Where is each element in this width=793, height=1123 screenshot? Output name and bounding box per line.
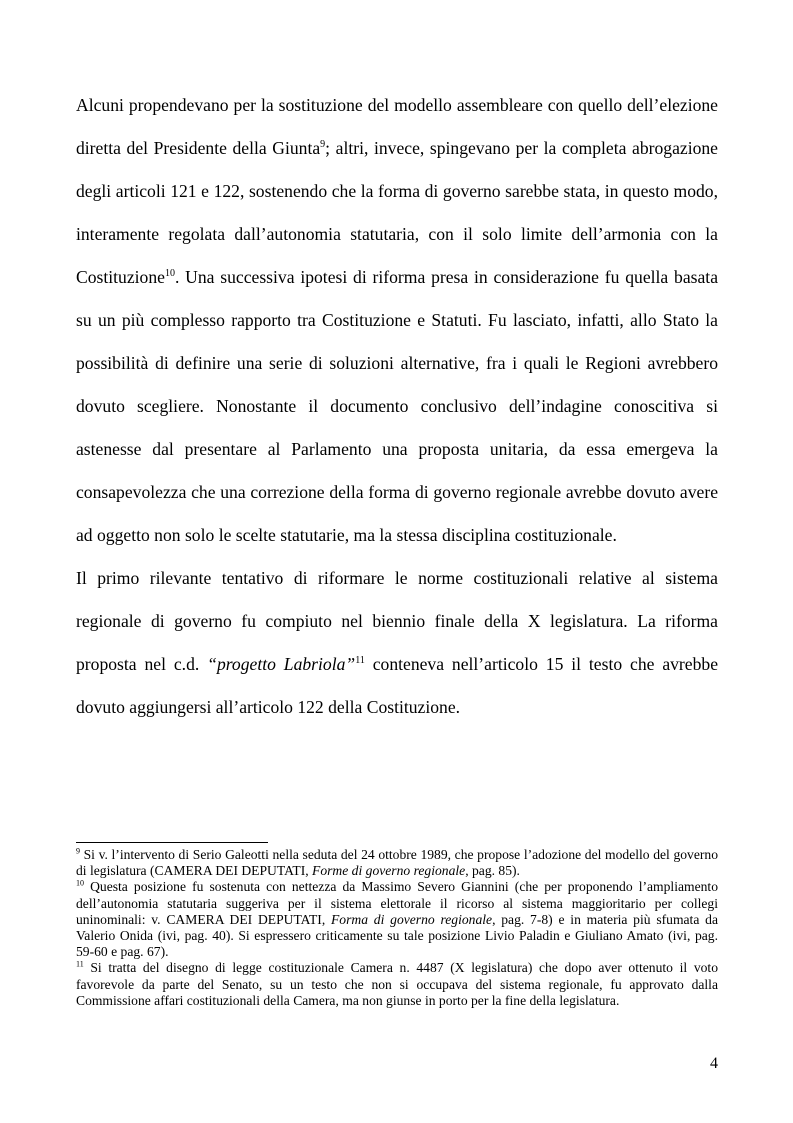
footnote-italic: Forma di governo regionale: [331, 911, 493, 927]
footnote-ref-10: 10: [164, 268, 175, 280]
footnote-text: , pag. 85).: [465, 863, 520, 879]
footnote-number: 10: [76, 878, 84, 888]
footnote-number: 11: [76, 959, 84, 969]
project-name-italic: “progetto Labriola”: [207, 654, 356, 674]
footnote-ref-11: 11: [355, 655, 365, 667]
footnote-text: Si tratta del disegno di legge costituzionale Camera n. 4487 (X legislatura) che dopo aver ottenuto il voto favorevole da parte del Senato, su un testo che non si occupava del sistema regionale, fu approvato dalla Commissione affari costituzionali della Camera, ma non giunse in porto per la fine della legislatura.: [76, 960, 718, 1008]
footnote-italic: Forme di governo regionale: [312, 863, 466, 879]
paragraph-1: [76, 84, 718, 557]
paragraph-1-part-1: Alcuni propendevano per la sostituzione del modello assembleare con quello dell’elezione diretta del Presidente della Giunta: [76, 95, 718, 158]
paragraph-1-part-3: . Una successiva ipotesi di riforma presa in considerazione fu quella basata su un più complesso rapporto tra Costituzione e Statuti. Fu lasciato, infatti, allo Stato la possibilità di definire una serie di soluzioni alternative, fra i quali le Regioni avrebbero dovuto scegliere. Nonostante il documento conclusivo dell’indagine conoscitiva si astenesse dal presentare al Parlamento una proposta unitaria, da essa emergeva la consapevolezza che una correzione della forma di governo regionale avrebbe dovuto avere ad oggetto non solo le scelte statutarie, ma la stessa disciplina costituzionale.: [76, 267, 718, 545]
footnote-ref-9: 9: [320, 139, 326, 151]
footnote-separator: [76, 842, 268, 843]
paragraph-2: [76, 557, 718, 729]
paragraph-2-part-1: Il primo rilevante tentativo di riformare le norme costituzionali relative al sistema regionale di governo fu compiuto nel biennio finale della X legislatura. La riforma proposta nel c.d.: [76, 568, 718, 674]
footnote-number: 9: [76, 846, 80, 856]
paragraph-2-part-2: conteneva nell’articolo 15 il testo che avrebbe dovuto aggiungersi all’articolo 122 della Costituzione.: [76, 654, 719, 717]
footnote-11: [76, 960, 718, 1009]
body-text: [76, 84, 718, 729]
footnote-text: Questa posizione fu sostenuta con nettezza da Massimo Severo Giannini (che per proponendo l’ampliamento dell’autonomia statutaria suggeriva per il sistema elettorale il ricorso al sistema maggioritario per collegi uninominali: v. CAMERA DEI DEPUTATI,: [76, 879, 718, 927]
footnote-10: [76, 879, 718, 960]
footnote-text: , pag. 7-8) e in materia più sfumata da Valerio Onida (ivi, pag. 40). Si espressero criticamente su tale posizione Livio Paladin e Giuliano Amato (ivi, pag. 59-60 e pag. 67).: [76, 911, 718, 960]
footnote-text: Si v. l’intervento di Serio Galeotti nella seduta del 24 ottobre 1989, che propose l’adozione del modello del governo di legislatura (CAMERA DEI DEPUTATI,: [76, 847, 718, 879]
footnotes: [76, 847, 718, 1009]
paragraph-1-part-2: ; altri, invece, spingevano per la completa abrogazione degli articoli 121 e 122, sostenendo che la forma di governo sarebbe stata, in questo modo, interamente regolata dall’autonomia statutaria, con il solo limite dell’armonia con la Costituzione: [76, 138, 718, 287]
page-number: 4: [710, 1055, 718, 1072]
footnote-9: [76, 847, 718, 879]
